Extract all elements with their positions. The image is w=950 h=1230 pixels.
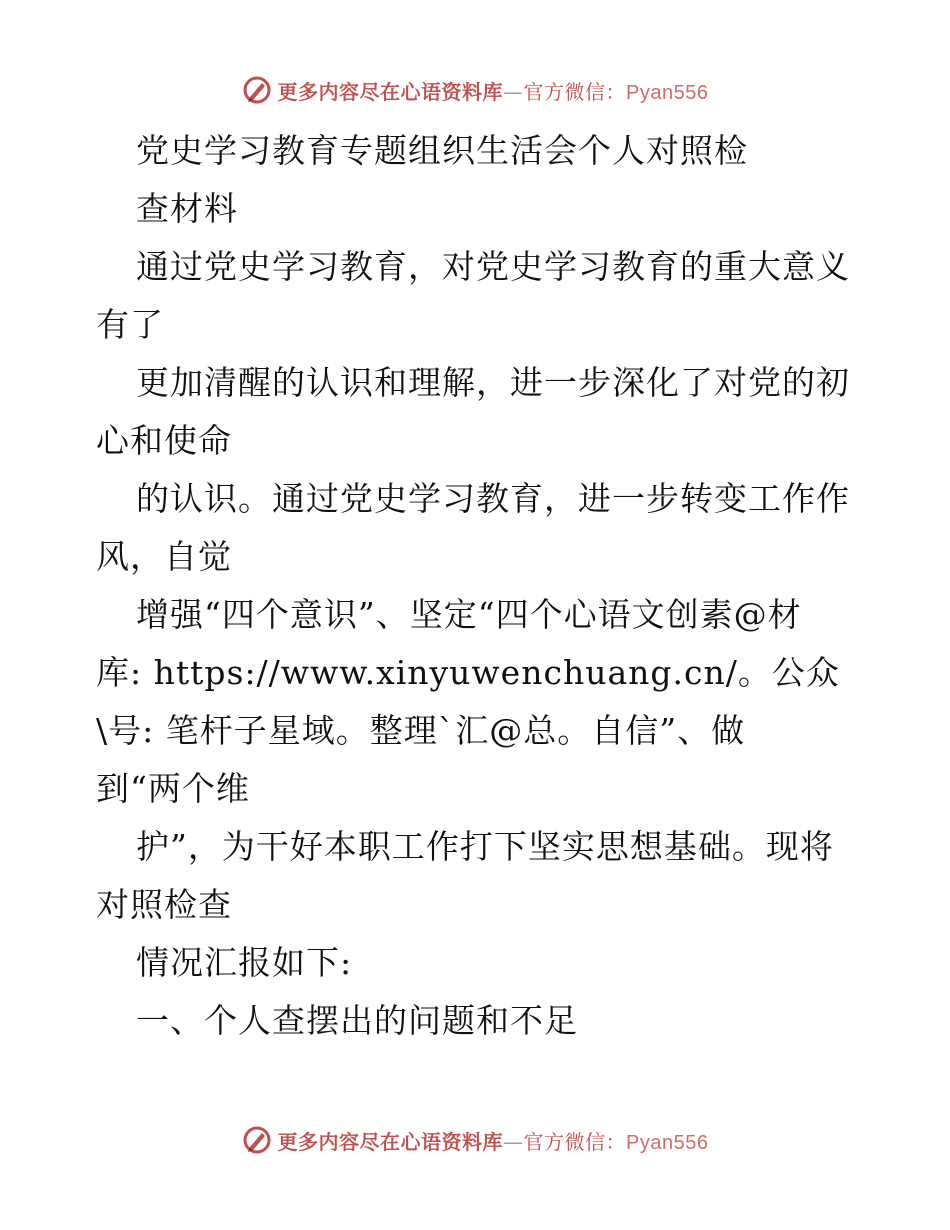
banner-wechat-label: 官方微信： xyxy=(523,1129,627,1154)
text-line: 护”，为干好本职工作打下坚实思想基础。现将 xyxy=(136,827,834,866)
section-heading: 一、个人查摆出的问题和不足 xyxy=(136,1001,578,1040)
pen-logo-icon xyxy=(242,1125,272,1155)
header-banner xyxy=(0,70,950,110)
text-line: 的认识。通过党史学习教育，进一步转变工作作 xyxy=(136,479,850,518)
text-line: 党史学习教育专题组织生活会个人对照检 xyxy=(136,131,748,170)
banner-dash: — xyxy=(503,1129,524,1154)
text-line: 风，自觉 xyxy=(96,537,232,576)
text-line: 查材料 xyxy=(136,189,238,228)
banner-text xyxy=(278,76,709,105)
footer-banner xyxy=(0,1120,950,1160)
text-line: 通过党史学习教育，对党史学习教育的重大意义 xyxy=(136,247,850,286)
text-line: 增强“四个意识”、坚定“四个心语文创素@材 xyxy=(136,595,802,634)
banner-brand: 更多内容尽在心语资料库 xyxy=(277,1129,504,1154)
document-body xyxy=(96,122,866,1050)
text-line: 有了 xyxy=(96,305,164,344)
text-line: 情况汇报如下: xyxy=(136,943,353,982)
text-line: 库: https://www.xinyuwenchuang.cn/。公众 xyxy=(96,653,840,692)
text-line: 更加清醒的认识和理解，进一步深化了对党的初 xyxy=(136,363,850,402)
text-line: 对照检查 xyxy=(96,885,232,924)
banner-text xyxy=(278,1126,709,1155)
banner-dash: — xyxy=(503,79,524,104)
banner-wechat-label: 官方微信： xyxy=(523,79,627,104)
banner-brand: 更多内容尽在心语资料库 xyxy=(277,79,504,104)
text-line: 到“两个维 xyxy=(96,769,250,808)
banner-wechat-id: Pyan556 xyxy=(626,81,709,104)
text-line: \号: 笔杆子星域。整理`汇@总。自信”、做 xyxy=(96,711,746,750)
banner-wechat-id: Pyan556 xyxy=(626,1131,709,1154)
text-line: 心和使命 xyxy=(96,421,232,460)
pen-logo-icon xyxy=(242,75,272,105)
